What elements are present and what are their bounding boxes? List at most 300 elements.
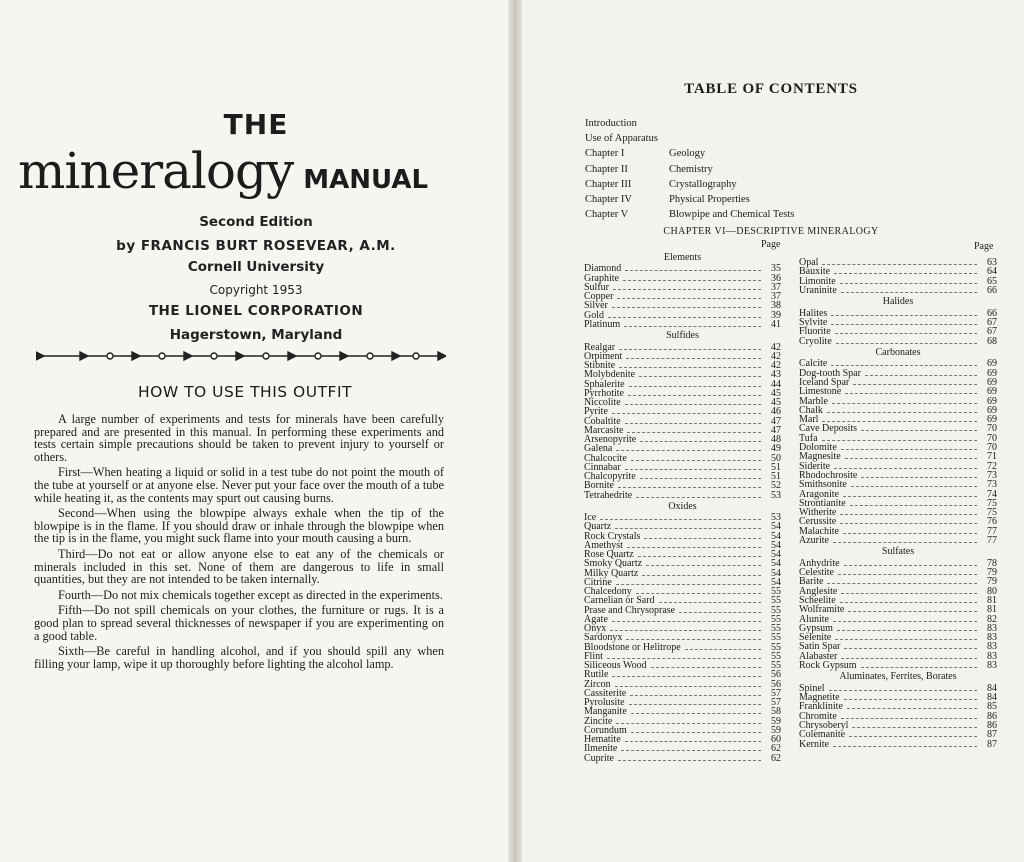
toc-column-right [799,258,997,749]
toc-entry-name: Niccolite [584,397,621,409]
leader-line [640,478,761,479]
leader-line [840,283,977,284]
leader-line [841,292,977,293]
toc-entry-name: Rock Crystals [584,530,641,542]
toc-entry-name: Hematite [584,734,621,746]
toc-entry-page: 79 [987,576,997,588]
paragraph: First—When heating a liquid or solid in a test tube do not point the mouth of the tube at yourself or at anyone else. Never put your face over the mouth of a tube while heating it, as the contents may spurt out causing burns. [34,465,444,505]
leader-line [631,460,761,461]
toc-entry [799,286,997,295]
leader-line [844,699,977,700]
toc-entry-page: 54 [771,530,781,542]
toc-entry-page: 53 [771,512,781,524]
leader-line [840,514,977,515]
toc-entry-name: Arsenopyrite [584,434,637,446]
toc-entry-page: 43 [771,369,781,381]
toc-entry-name: Zincite [584,715,613,727]
toc-entry [584,320,781,329]
leader-line [827,412,977,413]
toc-entry-name: Citrine [584,576,612,588]
leader-line [822,264,977,265]
toc-entry-name: Wolframite [799,604,845,616]
copyright: Copyright 1953 [209,283,303,297]
toc-entry-name: Franklinite [799,701,843,713]
toc-entry-page: 59 [771,724,781,736]
toc-entry-page: 63 [987,257,997,268]
toc-entry-page: 54 [771,539,781,551]
toc-entry-name: Strontianite [799,497,846,509]
leader-line [629,386,761,387]
toc-intro-row [585,162,794,177]
toc-entry-page: 55 [771,595,781,607]
toc-entry-page: 77 [987,525,997,537]
toc-entry-page: 55 [771,650,781,662]
toc-entry-name: Kernite [799,738,829,750]
toc-entry-page: 83 [987,641,997,653]
paragraph: Third—Do not eat or allow anyone else to eat any of the chemicals or minerals included in this set. None of them are dangerous to life in small quantities, but they are not intended to be taken internally. [34,546,444,587]
toc-entry [584,513,781,522]
toc-intro-row [585,207,794,222]
leader-line [630,695,761,696]
leader-line [612,413,761,414]
leader-line [607,658,761,659]
toc-intro-row [585,177,794,192]
toc-entry-page: 67 [987,326,997,338]
toc-entry-name: Azurite [799,534,829,546]
toc-entry-name: Pyrite [584,406,608,418]
leader-line [631,732,761,733]
toc-entry-page: 55 [771,586,781,598]
toc-entry-page: 48 [771,434,781,446]
toc-entry-name: Siderite [799,460,831,472]
toc-entry-name: Silver [584,300,608,312]
toc-entry-name: Chrysoberyl [799,720,849,731]
toc-entry [584,301,781,310]
toc-entry-page: 69 [987,404,997,416]
leader-line [608,317,761,318]
leader-line [617,298,761,299]
toc-entry-name: Marble [799,395,828,407]
leader-line [838,574,977,575]
toc-entry [799,424,997,433]
leader-line [847,708,977,709]
toc-intro-row [585,146,794,161]
paragraph: Fourth—Do not mix chemicals together except as directed in the experiments. [58,587,443,602]
leader-line [822,421,977,422]
toc-entry [799,661,997,670]
toc-entry-page: 56 [771,678,781,690]
toc-entry-name: Rutile [584,669,609,681]
toc-entry-name: Dog-tooth Spar [799,367,861,379]
toc-entry-name: Limestone [799,386,842,398]
toc-entry-name: Smoky Quartz [584,558,643,570]
toc-entry [584,491,781,500]
leader-line [627,432,761,433]
toc-entry-page: 72 [987,460,997,472]
toc-entry-name: Rhodochrosite [799,469,858,481]
leader-line [619,367,761,368]
toc-entry-page: 45 [771,397,781,409]
leader-line [629,704,761,705]
leader-line [841,449,977,450]
toc-entry-name: Chalcopyrite [584,471,636,483]
toc-entry-name: Magnetite [799,692,840,704]
toc-intro-row [585,116,794,131]
toc-entry-page: 86 [987,710,997,722]
toc-entry-name: Sylvite [799,316,828,328]
toc-entry-page: 54 [771,521,781,533]
leader-line [849,736,977,737]
leader-line [600,519,761,520]
toc-entry-name: Diamond [584,263,622,275]
toc-entry [799,309,997,318]
toc-entry-name: Prase and Chrysoprase [584,604,676,616]
toc-entry-name: Flint [584,650,603,662]
leader-line [644,538,761,539]
toc-entry-page: 41 [771,318,781,330]
paragraph: Sixth—Be careful in handling alcohol, and if you should spill any when filling your lamp, wipe it up thoroughly before lighting the alcohol lamp. [34,644,444,671]
title-manual: MANUAL [303,165,429,195]
leader-line [616,450,761,451]
leader-line [631,713,761,714]
leader-line [844,565,977,566]
leader-line [831,315,977,316]
title-row [18,142,488,200]
toc-entry-page: 78 [987,557,997,569]
leader-line [685,649,761,650]
leader-line [636,497,761,498]
toc-entry [799,406,997,415]
toc-entry-page: 65 [987,275,997,287]
toc-entry-name: Aragonite [799,488,839,500]
leader-line [646,565,761,566]
toc-entry-page: 37 [771,291,781,303]
toc-entry-page: 49 [771,443,781,455]
toc-intro-text: Physical Properties [669,193,750,205]
leader-line [852,727,977,728]
leader-line [651,667,761,668]
toc-entry-page: 70 [987,432,997,444]
toc-entry [799,740,997,749]
toc-intro-label: Introduction [585,118,637,129]
toc-entry [584,435,781,444]
leader-line [829,690,977,691]
leader-line [618,760,761,761]
toc-entry-name: Dolomite [799,442,837,454]
title-mineralogy: mineralogy [18,142,294,200]
toc-entry-page: 70 [987,423,997,435]
toc-entry-name: Onyx [584,623,607,635]
toc-entry-page: 42 [771,350,781,362]
toc-entry-page: 62 [771,743,781,755]
toc-entry [584,283,781,292]
toc-entry-page: 69 [987,386,997,398]
instructions-text [34,413,444,673]
leader-line [615,686,761,687]
toc-entry-name: Galena [584,443,613,455]
toc-entry-name: Malachite [799,525,839,537]
toc-entry [584,754,781,763]
toc-entry-page: 52 [771,480,781,492]
toc-entry-name: Rock Gypsum [799,660,857,672]
leader-line [845,458,977,459]
leader-line [834,273,977,274]
toc-entry-name: Cassiterite [584,687,627,699]
toc-entry-page: 68 [987,335,997,347]
leader-line [625,469,761,470]
toc-entry-page: 38 [771,300,781,312]
toc-entry-name: Witherite [799,507,837,519]
leader-line [642,575,761,576]
toc-entry-page: 85 [987,701,997,713]
leader-line [836,343,977,344]
toc-entry-page: 69 [987,358,997,370]
toc-entry-name: Cuprite [584,752,614,764]
toc-entry-page: 42 [771,341,781,353]
leader-line [843,533,977,534]
leader-line [861,477,977,478]
toc-entry-page: 71 [987,451,997,463]
toc-title: TABLE OF CONTENTS [684,81,858,97]
leader-line [612,621,761,622]
toc-entry-page: 45 [771,387,781,399]
toc-entry-name: Celestite [799,567,834,579]
leader-line [619,349,761,350]
toc-entry-name: Spinel [799,682,825,694]
leader-line [616,723,761,724]
toc-entry-name: Stibnite [584,360,616,372]
paragraph: A large number of experiments and tests for minerals have been carefully prepared and are presented in this manual. In performing these experiments and tests certain simple precautions should be taken to prevent injury to yourself or others. [34,412,444,464]
toc-entry-name: Tufa [799,432,818,444]
toc-intro-text: Blowpipe and Chemical Tests [669,209,795,221]
paragraph: Second—When using the blowpipe always exhale when the tip of the blowpipe is in the flame. If you should draw or inhale through the blowpipe when the tip is in the flame, you might suck flame into your mouth causing a burn. [34,506,444,546]
toc-section-heading: Halides [882,296,914,308]
university: Cornell University [187,259,325,275]
toc-entry-page: 55 [771,632,781,644]
leader-line [679,612,761,613]
toc-entry-name: Ice [584,512,597,524]
toc-entry-name: Ilmenite [584,743,618,755]
leader-line [861,430,977,431]
toc-entry-page: 44 [771,378,781,390]
toc-section-heading: Elements [663,252,702,263]
toc-entry-name: Halites [799,307,828,319]
toc-entry-page: 84 [987,682,997,694]
toc-entry-page: 75 [987,507,997,519]
toc-intro-text: Chemistry [669,163,713,175]
leader-line [844,648,977,649]
toc-entry-name: Sphalerite [584,378,625,390]
toc-entry [799,536,997,545]
paragraph: Fifth—Do not spill chemicals on your clothes, the furniture or rugs. It is a good plan to spread several thicknesses of newspaper if you are experimenting on a good table. [34,603,444,643]
toc-entry-name: Cave Deposits [799,423,858,435]
toc-entry-name: Bornite [584,480,614,492]
leader-line [638,556,761,557]
toc-intro-text: Geology [669,148,706,160]
toc-entry [584,670,781,679]
toc-entry-page: 39 [771,309,781,321]
toc-entry-page: 80 [987,585,997,597]
toc-entry-page: 69 [987,376,997,388]
toc-entry-name: Opal [799,257,819,268]
toc-column-left [584,251,781,763]
leader-line [612,307,761,308]
toc-entry-name: Gypsum [799,622,833,634]
toc-entry-page: 86 [987,720,997,731]
leader-line [850,505,977,506]
toc-entry-page: 51 [771,471,781,483]
leader-line [639,376,761,377]
toc-entry-page: 70 [987,442,997,454]
toc-section-heading: Sulfides [666,330,699,342]
toc-intro-label: Chapter V [585,209,629,221]
chapter-6-heading: CHAPTER VI—DESCRIPTIVE MINERALOGY [663,226,879,237]
leader-line [841,718,977,719]
toc-entry-page: 54 [771,567,781,579]
toc-entry-page: 35 [771,263,781,275]
leader-line [837,630,977,631]
leader-line [625,741,761,742]
toc-entry-name: Cinnabar [584,461,621,473]
toc-entry-name: Barite [799,576,824,588]
toc-entry-name: Fluorite [799,326,831,338]
toc-intro-label: Chapter III [585,178,632,190]
toc-entry-page: 64 [987,266,997,278]
toc-entry-name: Uraninite [799,284,837,296]
toc-entry [584,398,781,407]
toc-entry-name: Copper [584,291,614,303]
toc-entry-name: Amethyst [584,539,623,551]
toc-entry-page: 53 [771,489,781,501]
leader-line [835,639,977,640]
toc-entry-name: Pyrolusite [584,697,625,709]
edition: Second Edition [199,214,313,230]
leader-line [636,593,761,594]
leader-line [831,324,977,325]
how-to-heading: HOW TO USE THIS OUTFIT [137,383,353,401]
toc-entry-page: 54 [771,576,781,588]
toc-entry-name: Tetrahedrite [584,489,633,501]
toc-entry-name: Alabaster [799,650,838,662]
toc-entry-name: Selenite [799,632,832,644]
toc-entry [584,606,781,615]
toc-entry-name: Limonite [799,275,836,287]
toc-intro-label: Chapter IV [585,193,632,205]
toc-section-heading: Aluminates, Ferrites, Borates [839,671,957,683]
toc-entry-page: 82 [987,613,997,625]
toc-entry-page: 77 [987,534,997,546]
toc-entry-page: 57 [771,687,781,699]
toc-entry-name: Sulfur [584,281,609,293]
publisher: THE LIONEL CORPORATION [148,303,364,319]
leader-line [841,658,977,659]
toc-entry-page: 54 [771,558,781,570]
toc-intro-row [585,192,794,207]
leader-line [861,667,978,668]
toc-entry-name: Cryolite [799,335,832,347]
toc-entry-name: Agate [584,613,608,625]
leader-line [851,486,977,487]
leader-line [624,326,761,327]
toc-entry-page: 83 [987,650,997,662]
toc-entry-name: Alunite [799,613,829,625]
toc-intro [585,116,794,222]
toc-intro-text: Crystallography [669,178,737,190]
leader-line [834,468,977,469]
toc-entry-name: Cerussite [799,516,837,528]
toc-intro-row [585,131,794,146]
leader-line [612,676,761,677]
toc-entry-name: Pyrrhotite [584,387,624,399]
toc-entry-page: 54 [771,549,781,561]
toc-entry-name: Bauxite [799,266,831,278]
toc-section-heading: Carbonates [875,346,921,358]
leader-line [659,602,761,603]
toc-entry-page: 56 [771,669,781,681]
toc-entry-name: Manganite [584,706,627,718]
leader-line [841,593,977,594]
toc-entry-name: Platinum [584,318,621,330]
toc-entry-page: 83 [987,622,997,634]
toc-entry-page: 69 [987,414,997,426]
page-header-right: Page [974,241,994,252]
toc-entry-name: Chalk [799,404,823,416]
toc-entry-name: Graphite [584,272,619,284]
toc-entry-name: Marcasite [584,424,624,436]
leader-line [848,611,977,612]
leader-line [831,365,977,366]
toc-entry-page: 75 [987,497,997,509]
toc-entry-page: 66 [987,284,997,296]
toc-entry-name: Chromite [799,710,837,722]
toc-entry-page: 79 [987,567,997,579]
toc-entry-name: Scheelite [799,594,836,606]
leader-line [833,746,977,747]
toc-entry-page: 58 [771,706,781,718]
toc-entry [584,643,781,652]
leader-line [610,630,761,631]
toc-entry [584,661,781,670]
toc-entry-name: Chalcocite [584,452,627,464]
ornamental-divider [36,350,446,362]
toc-entry-page: 62 [771,752,781,764]
toc-intro-label: Chapter II [585,163,628,175]
leader-line [625,404,761,405]
leader-line [626,358,761,359]
toc-entry-name: Molybdenite [584,369,636,381]
leader-line [640,441,761,442]
leader-line [626,639,761,640]
toc-entry [584,292,781,301]
toc-entry-page: 67 [987,316,997,328]
toc-entry [584,569,781,578]
leader-line [627,547,761,548]
toc-entry-name: Carnelian or Sard [584,595,655,607]
toc-entry-name: Smithsonite [799,479,847,491]
toc-entry-name: Corundum [584,724,627,736]
toc-entry [584,274,781,283]
leader-line [827,583,977,584]
toc-entry-page: 55 [771,613,781,625]
leader-line [833,542,977,543]
toc-entry-page: 47 [771,424,781,436]
toc-entry-page: 46 [771,406,781,418]
leader-line [623,280,761,281]
toc-entry-page: 55 [771,641,781,653]
toc-entry-page: 66 [987,307,997,319]
toc-entry-page: 81 [987,594,997,606]
toc-entry [584,615,781,624]
